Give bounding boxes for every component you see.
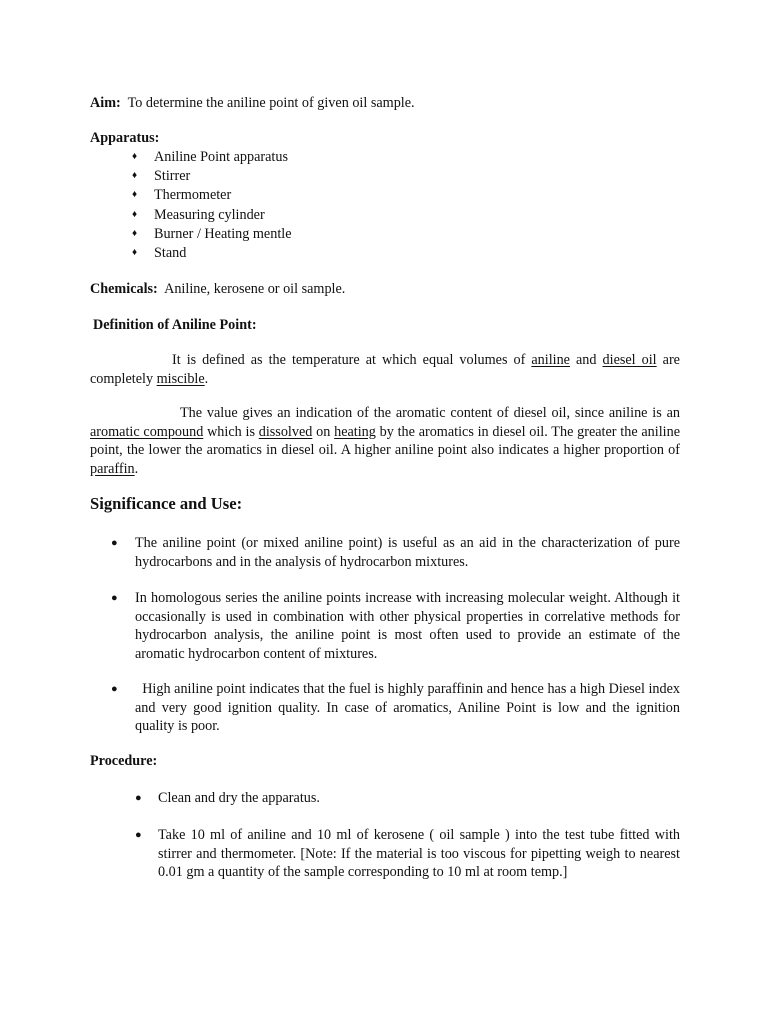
procedure-list — [90, 826, 680, 882]
link-aromatic-compound[interactable]: aromatic compound — [90, 423, 204, 440]
significance-item: ● High aniline point indicates that the fuel is highly paraffinin and hence has a high Diesel index and very good ignition quality. In case of aromatics, Aniline Point is low and the ignition quality is poor. — [111, 681, 684, 735]
apparatus-heading: Apparatus: — [90, 130, 160, 146]
bullet-dot-icon: ● — [111, 683, 118, 695]
procedure-item: ● Take 10 ml of aniline and 10 ml of kerosene ( oil sample ) into the test tube fitted with stirrer and thermometer. [Note: If the material is too viscous for pipetting weigh to nearest 0.01 gm a quantity of the sample corresponding to 10 ml at room temp.] — [135, 827, 680, 881]
bullet-dot-icon: ● — [111, 592, 118, 604]
definition-heading: Definition of Aniline Point: — [93, 317, 257, 333]
diamond-bullet-icon: ♦ — [132, 227, 138, 239]
bullet-dot-icon: ● — [111, 537, 118, 549]
definition-paragraph-2: The value gives an indication of the aromatic content of diesel oil, since aniline is an aromatic compound which is dissolved on heating by the aromatics in diesel oil. The greater the aniline point, the lower the aromatics in diesel oil. A higher aniline point also indicates a higher proportion of paraffin. — [90, 405, 680, 477]
significance-list — [90, 680, 684, 736]
aim-text: To determine the aniline point of given oil sample. — [127, 95, 415, 111]
significance-heading: Significance and Use: — [90, 494, 243, 513]
significance-list — [90, 534, 680, 571]
diamond-bullet-icon: ♦ — [132, 189, 138, 201]
definition-paragraph-1: It is defined as the temperature at which equal volumes of aniline and diesel oil are completely miscible. — [90, 352, 680, 387]
link-paraffin[interactable]: paraffin — [90, 460, 135, 477]
chemicals-text: Aniline, kerosene or oil sample. — [164, 281, 346, 297]
bullet-dot-icon: ● — [135, 829, 142, 841]
diamond-bullet-icon: ♦ — [132, 246, 138, 258]
procedure-list — [90, 789, 680, 808]
apparatus-item: ♦ Burner / Heating mentle — [132, 225, 292, 242]
significance-list — [90, 589, 680, 663]
chemicals-line — [90, 280, 680, 299]
diamond-bullet-icon: ♦ — [132, 151, 138, 162]
aim-line — [90, 94, 680, 113]
aim-label: Aim: — [90, 95, 121, 111]
diamond-bullet-icon: ♦ — [132, 208, 138, 220]
significance-item: ● In homologous series the aniline points increase with increasing molecular weight. Although it occasionally is used in combination with other physical properties in correlative methods for hydrocarbon analysis, the aniline point is most often used to provide an estimate of the aromatic hydrocarbon content of mixtures. — [111, 590, 680, 662]
link-aniline[interactable]: aniline — [531, 352, 570, 368]
chemicals-label: Chemicals: — [90, 281, 158, 297]
bullet-dot-icon: ● — [135, 792, 142, 804]
apparatus-item: ♦ Stirrer — [132, 168, 191, 185]
apparatus-item: ♦ Thermometer — [132, 187, 232, 204]
apparatus-item: ♦ Measuring cylinder — [132, 206, 265, 223]
procedure-item: ● Clean and dry the apparatus. — [135, 790, 320, 806]
procedure-heading: Procedure: — [90, 753, 158, 769]
link-diesel-oil[interactable]: diesel oil — [602, 352, 657, 368]
apparatus-item: ♦ Stand — [132, 244, 187, 261]
link-heating[interactable]: heating — [334, 423, 376, 440]
apparatus-list — [90, 148, 680, 263]
significance-item: ● The aniline point (or mixed aniline point) is useful as an aid in the characterization of pure hydrocarbons and in the analysis of hydrocarbon mixtures. — [111, 535, 680, 570]
link-dissolved[interactable]: dissolved — [258, 423, 313, 440]
link-miscible[interactable]: miscible — [156, 370, 205, 387]
apparatus-item: ♦ Aniline Point apparatus — [132, 149, 288, 165]
diamond-bullet-icon: ♦ — [132, 170, 138, 182]
